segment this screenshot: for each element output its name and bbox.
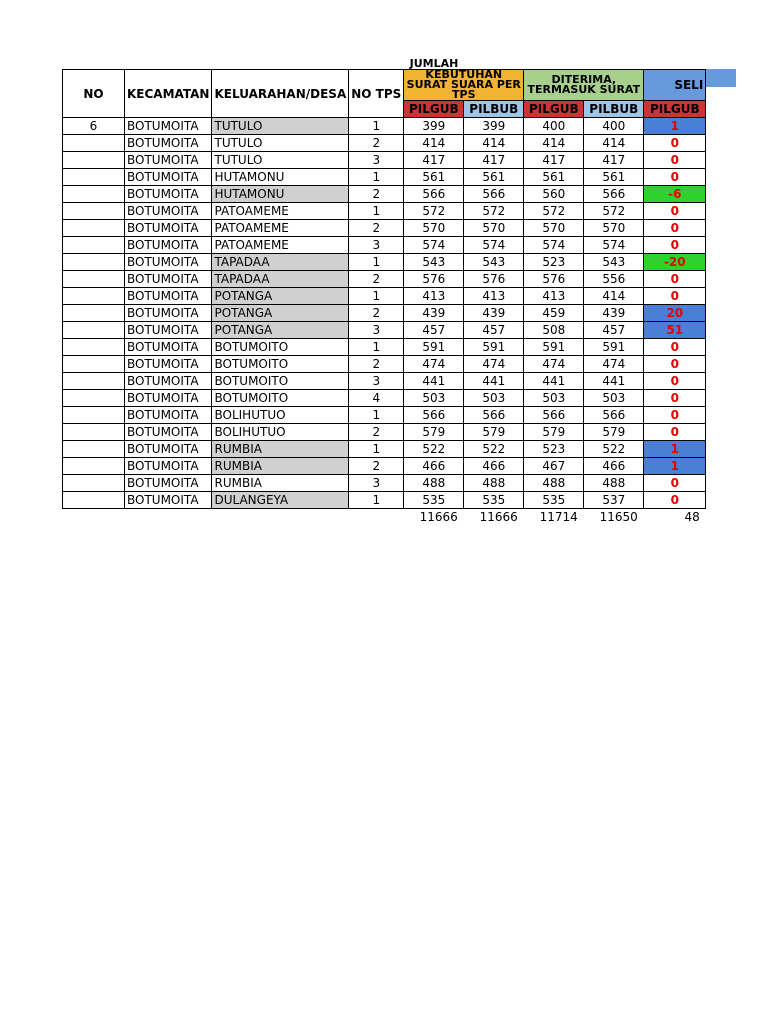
cell-kebutuhan-pilgub: 535 <box>404 492 464 509</box>
cell-kebutuhan-pilbub: 591 <box>464 339 524 356</box>
cell-diterima-pilbub: 400 <box>584 118 644 135</box>
cell-no-tps: 1 <box>349 288 404 305</box>
cell-selisih: 20 <box>644 305 706 322</box>
cell-diterima-pilgub: 576 <box>524 271 584 288</box>
cell-selisih: 1 <box>644 118 706 135</box>
cell-kecamatan: BOTUMOITA <box>125 356 212 373</box>
totals-row <box>63 509 706 526</box>
cell-selisih: 0 <box>644 237 706 254</box>
header-no: NO <box>63 70 125 118</box>
cell-desa: BOLIHUTUO <box>212 424 349 441</box>
cell-kebutuhan-pilbub: 535 <box>464 492 524 509</box>
cell-no-tps: 2 <box>349 305 404 322</box>
cell-diterima-pilgub: 508 <box>524 322 584 339</box>
cell-diterima-pilgub: 561 <box>524 169 584 186</box>
cell-no <box>63 169 125 186</box>
cell-diterima-pilgub: 488 <box>524 475 584 492</box>
cell-kebutuhan-pilbub: 474 <box>464 356 524 373</box>
cell-no-tps: 4 <box>349 390 404 407</box>
cell-no-tps: 1 <box>349 169 404 186</box>
cell-diterima-pilbub: 414 <box>584 288 644 305</box>
cell-diterima-pilbub: 566 <box>584 407 644 424</box>
cell-diterima-pilbub: 561 <box>584 169 644 186</box>
cell-diterima-pilgub: 591 <box>524 339 584 356</box>
cell-selisih: 0 <box>644 152 706 169</box>
cell-diterima-pilgub: 570 <box>524 220 584 237</box>
cell-kebutuhan-pilgub: 399 <box>404 118 464 135</box>
table-row <box>63 373 706 390</box>
cell-no <box>63 152 125 169</box>
cell-no-tps: 1 <box>349 407 404 424</box>
cell-diterima-pilgub: 523 <box>524 441 584 458</box>
cell-kebutuhan-pilbub: 399 <box>464 118 524 135</box>
cell-diterima-pilbub: 474 <box>584 356 644 373</box>
sub-pilbub-kebutuhan: PILBUB <box>464 101 524 118</box>
cell-diterima-pilbub: 591 <box>584 339 644 356</box>
cell-desa: RUMBIA <box>212 475 349 492</box>
cell-kebutuhan-pilgub: 414 <box>404 135 464 152</box>
cell-selisih: 0 <box>644 424 706 441</box>
cell-kebutuhan-pilbub: 414 <box>464 135 524 152</box>
cell-no-tps: 2 <box>349 356 404 373</box>
cell-no <box>63 441 125 458</box>
cell-desa: BOLIHUTUO <box>212 407 349 424</box>
cell-no-tps: 3 <box>349 373 404 390</box>
table-row <box>63 475 706 492</box>
cell-selisih: 0 <box>644 373 706 390</box>
cell-selisih: 0 <box>644 475 706 492</box>
cell-diterima-pilgub: 413 <box>524 288 584 305</box>
cell-diterima-pilgub: 459 <box>524 305 584 322</box>
cell-selisih: 0 <box>644 169 706 186</box>
cell-kecamatan: BOTUMOITA <box>125 254 212 271</box>
table-row <box>63 390 706 407</box>
cell-desa: TUTULO <box>212 118 349 135</box>
cell-no <box>63 373 125 390</box>
cell-desa: RUMBIA <box>212 458 349 475</box>
cell-diterima-pilbub: 537 <box>584 492 644 509</box>
cell-kecamatan: BOTUMOITA <box>125 220 212 237</box>
cell-desa: TUTULO <box>212 135 349 152</box>
table-row <box>63 169 706 186</box>
cell-diterima-pilgub: 400 <box>524 118 584 135</box>
cell-kecamatan: BOTUMOITA <box>125 135 212 152</box>
cell-no-tps: 3 <box>349 152 404 169</box>
cell-diterima-pilgub: 523 <box>524 254 584 271</box>
cell-kebutuhan-pilbub: 441 <box>464 373 524 390</box>
table-row <box>63 118 706 135</box>
cell-selisih: -20 <box>644 254 706 271</box>
table-body <box>63 118 706 509</box>
cell-diterima-pilgub: 535 <box>524 492 584 509</box>
cell-selisih: -6 <box>644 186 706 203</box>
cell-kebutuhan-pilgub: 574 <box>404 237 464 254</box>
table-row <box>63 322 706 339</box>
cell-kebutuhan-pilgub: 543 <box>404 254 464 271</box>
cell-diterima-pilgub: 417 <box>524 152 584 169</box>
cell-kebutuhan-pilbub: 522 <box>464 441 524 458</box>
sub-pilgub-selisih: PILGUB <box>644 101 706 118</box>
cell-no-tps: 1 <box>349 203 404 220</box>
sub-pilbub-diterima: PILBUB <box>584 101 644 118</box>
cell-kebutuhan-pilbub: 579 <box>464 424 524 441</box>
cell-no-tps: 1 <box>349 254 404 271</box>
cell-no-tps: 2 <box>349 220 404 237</box>
cell-kebutuhan-pilbub: 572 <box>464 203 524 220</box>
cell-selisih: 0 <box>644 407 706 424</box>
cell-kecamatan: BOTUMOITA <box>125 203 212 220</box>
total-diterima-pilgub: 11714 <box>539 510 578 524</box>
cell-kebutuhan-pilbub: 566 <box>464 186 524 203</box>
cell-selisih: 0 <box>644 339 706 356</box>
cell-kecamatan: BOTUMOITA <box>125 424 212 441</box>
table-row <box>63 305 706 322</box>
table-row <box>63 271 706 288</box>
cell-no <box>63 203 125 220</box>
cell-selisih: 51 <box>644 322 706 339</box>
cell-kecamatan: BOTUMOITA <box>125 288 212 305</box>
cell-no <box>63 458 125 475</box>
cell-no <box>63 492 125 509</box>
cell-kecamatan: BOTUMOITA <box>125 373 212 390</box>
cell-desa: TAPADAA <box>212 271 349 288</box>
cell-diterima-pilbub: 556 <box>584 271 644 288</box>
table-row <box>63 152 706 169</box>
cell-desa: DULANGEYA <box>212 492 349 509</box>
cell-selisih: 0 <box>644 220 706 237</box>
cell-kebutuhan-pilbub: 466 <box>464 458 524 475</box>
cell-diterima-pilgub: 566 <box>524 407 584 424</box>
cell-no: 6 <box>63 118 125 135</box>
table-row <box>63 339 706 356</box>
cell-desa: PATOAMEME <box>212 237 349 254</box>
table-row <box>63 220 706 237</box>
cell-diterima-pilbub: 570 <box>584 220 644 237</box>
cell-kebutuhan-pilbub: 439 <box>464 305 524 322</box>
cell-kebutuhan-pilgub: 566 <box>404 186 464 203</box>
total-kebutuhan-pilbub: 11666 <box>479 510 518 524</box>
cell-kecamatan: BOTUMOITA <box>125 152 212 169</box>
cell-no <box>63 305 125 322</box>
cell-desa: BOTUMOITO <box>212 339 349 356</box>
cell-diterima-pilbub: 457 <box>584 322 644 339</box>
cell-kebutuhan-pilgub: 576 <box>404 271 464 288</box>
cell-no-tps: 2 <box>349 271 404 288</box>
cell-diterima-pilgub: 467 <box>524 458 584 475</box>
cell-kebutuhan-pilbub: 417 <box>464 152 524 169</box>
cell-selisih: 0 <box>644 135 706 152</box>
cell-diterima-pilbub: 522 <box>584 441 644 458</box>
cell-kebutuhan-pilgub: 413 <box>404 288 464 305</box>
cell-no <box>63 322 125 339</box>
cell-kecamatan: BOTUMOITA <box>125 118 212 135</box>
cell-kebutuhan-pilgub: 570 <box>404 220 464 237</box>
cell-desa: PATOAMEME <box>212 203 349 220</box>
cell-kebutuhan-pilbub: 413 <box>464 288 524 305</box>
cell-kebutuhan-pilgub: 572 <box>404 203 464 220</box>
cell-diterima-pilbub: 414 <box>584 135 644 152</box>
cell-no <box>63 135 125 152</box>
cell-diterima-pilgub: 579 <box>524 424 584 441</box>
cell-no <box>63 237 125 254</box>
cell-diterima-pilgub: 474 <box>524 356 584 373</box>
cell-no-tps: 1 <box>349 339 404 356</box>
header-diterima: DITERIMA, TERMASUK SURAT <box>524 70 644 101</box>
data-table <box>62 69 706 525</box>
cell-kebutuhan-pilbub: 457 <box>464 322 524 339</box>
cell-kebutuhan-pilbub: 570 <box>464 220 524 237</box>
cell-kebutuhan-pilbub: 543 <box>464 254 524 271</box>
cell-diterima-pilbub: 417 <box>584 152 644 169</box>
cell-diterima-pilbub: 441 <box>584 373 644 390</box>
cell-no-tps: 2 <box>349 458 404 475</box>
header-keluarahan: KELUARAHAN/DESA <box>212 70 349 118</box>
cell-diterima-pilbub: 574 <box>584 237 644 254</box>
sub-pilgub-diterima: PILGUB <box>524 101 584 118</box>
cell-no-tps: 2 <box>349 424 404 441</box>
cell-no <box>63 475 125 492</box>
cell-diterima-pilgub: 503 <box>524 390 584 407</box>
cell-no <box>63 407 125 424</box>
cell-kebutuhan-pilbub: 561 <box>464 169 524 186</box>
table-row <box>63 254 706 271</box>
cell-kecamatan: BOTUMOITA <box>125 458 212 475</box>
table-row <box>63 424 706 441</box>
cell-desa: HUTAMONU <box>212 186 349 203</box>
cell-desa: POTANGA <box>212 322 349 339</box>
cell-no <box>63 254 125 271</box>
cell-kebutuhan-pilgub: 566 <box>404 407 464 424</box>
table-row <box>63 288 706 305</box>
cell-kecamatan: BOTUMOITA <box>125 322 212 339</box>
cell-kebutuhan-pilbub: 503 <box>464 390 524 407</box>
cell-kebutuhan-pilgub: 591 <box>404 339 464 356</box>
cell-diterima-pilgub: 560 <box>524 186 584 203</box>
table-row <box>63 356 706 373</box>
cell-no <box>63 271 125 288</box>
table-row <box>63 492 706 509</box>
cell-kebutuhan-pilbub: 574 <box>464 237 524 254</box>
header-selisih: SELI <box>644 70 706 101</box>
header-kebutuhan: KEBUTUHAN SURAT SUARA PER TPS <box>404 70 524 101</box>
cell-kebutuhan-pilbub: 566 <box>464 407 524 424</box>
cell-no-tps: 1 <box>349 441 404 458</box>
cell-kecamatan: BOTUMOITA <box>125 186 212 203</box>
cell-no <box>63 390 125 407</box>
cell-no <box>63 424 125 441</box>
cell-diterima-pilgub: 441 <box>524 373 584 390</box>
cell-kecamatan: BOTUMOITA <box>125 390 212 407</box>
cell-desa: TAPADAA <box>212 254 349 271</box>
table-row <box>63 441 706 458</box>
cell-kecamatan: BOTUMOITA <box>125 305 212 322</box>
cell-desa: HUTAMONU <box>212 169 349 186</box>
total-selisih: 48 <box>684 510 700 524</box>
cell-diterima-pilgub: 574 <box>524 237 584 254</box>
cell-diterima-pilbub: 488 <box>584 475 644 492</box>
cell-no-tps: 1 <box>349 118 404 135</box>
cell-kecamatan: BOTUMOITA <box>125 492 212 509</box>
table-row <box>63 237 706 254</box>
cell-diterima-pilbub: 439 <box>584 305 644 322</box>
jumlah-label: JUMLAH <box>409 57 459 70</box>
cell-desa: RUMBIA <box>212 441 349 458</box>
cell-kecamatan: BOTUMOITA <box>125 271 212 288</box>
cell-desa: POTANGA <box>212 305 349 322</box>
total-kebutuhan-pilgub: 11666 <box>419 510 458 524</box>
cell-no-tps: 3 <box>349 475 404 492</box>
cell-kecamatan: BOTUMOITA <box>125 475 212 492</box>
cell-diterima-pilgub: 414 <box>524 135 584 152</box>
cell-kecamatan: BOTUMOITA <box>125 441 212 458</box>
cell-desa: PATOAMEME <box>212 220 349 237</box>
cell-diterima-pilbub: 543 <box>584 254 644 271</box>
cell-kecamatan: BOTUMOITA <box>125 339 212 356</box>
cell-no-tps: 2 <box>349 186 404 203</box>
cell-selisih: 0 <box>644 492 706 509</box>
cell-diterima-pilgub: 572 <box>524 203 584 220</box>
total-diterima-pilbub: 11650 <box>599 510 638 524</box>
cell-selisih: 0 <box>644 288 706 305</box>
cell-kebutuhan-pilgub: 561 <box>404 169 464 186</box>
cell-selisih: 0 <box>644 390 706 407</box>
cell-desa: BOTUMOITO <box>212 373 349 390</box>
cell-diterima-pilbub: 572 <box>584 203 644 220</box>
cell-selisih: 1 <box>644 441 706 458</box>
cell-no-tps: 2 <box>349 135 404 152</box>
cell-no-tps: 3 <box>349 237 404 254</box>
cell-kebutuhan-pilgub: 488 <box>404 475 464 492</box>
cell-no-tps: 1 <box>349 492 404 509</box>
cell-kecamatan: BOTUMOITA <box>125 237 212 254</box>
table-row <box>63 203 706 220</box>
cell-no <box>63 288 125 305</box>
table-row <box>63 407 706 424</box>
cell-diterima-pilbub: 503 <box>584 390 644 407</box>
cell-diterima-pilbub: 466 <box>584 458 644 475</box>
header-no-tps: NO TPS <box>349 70 404 118</box>
cell-no <box>63 339 125 356</box>
cell-kebutuhan-pilgub: 439 <box>404 305 464 322</box>
cell-kebutuhan-pilgub: 457 <box>404 322 464 339</box>
table-row <box>63 135 706 152</box>
cell-kecamatan: BOTUMOITA <box>125 169 212 186</box>
cell-diterima-pilbub: 566 <box>584 186 644 203</box>
cell-kebutuhan-pilgub: 441 <box>404 373 464 390</box>
cell-kebutuhan-pilbub: 488 <box>464 475 524 492</box>
cell-desa: POTANGA <box>212 288 349 305</box>
cell-selisih: 1 <box>644 458 706 475</box>
cell-no <box>63 186 125 203</box>
header-kecamatan: KECAMATAN <box>125 70 212 118</box>
table-row <box>63 458 706 475</box>
cell-kebutuhan-pilgub: 417 <box>404 152 464 169</box>
table-row <box>63 186 706 203</box>
cell-kecamatan: BOTUMOITA <box>125 407 212 424</box>
cell-kebutuhan-pilbub: 576 <box>464 271 524 288</box>
cell-kebutuhan-pilgub: 466 <box>404 458 464 475</box>
cell-desa: TUTULO <box>212 152 349 169</box>
cell-diterima-pilbub: 579 <box>584 424 644 441</box>
cell-desa: BOTUMOITO <box>212 390 349 407</box>
cell-selisih: 0 <box>644 271 706 288</box>
cell-selisih: 0 <box>644 356 706 373</box>
cell-no <box>63 220 125 237</box>
cell-kebutuhan-pilgub: 474 <box>404 356 464 373</box>
cell-no-tps: 3 <box>349 322 404 339</box>
cell-no <box>63 356 125 373</box>
cell-desa: BOTUMOITO <box>212 356 349 373</box>
cell-kebutuhan-pilgub: 503 <box>404 390 464 407</box>
cell-kebutuhan-pilgub: 522 <box>404 441 464 458</box>
cell-selisih: 0 <box>644 203 706 220</box>
cell-kebutuhan-pilgub: 579 <box>404 424 464 441</box>
sub-pilgub-kebutuhan: PILGUB <box>404 101 464 118</box>
